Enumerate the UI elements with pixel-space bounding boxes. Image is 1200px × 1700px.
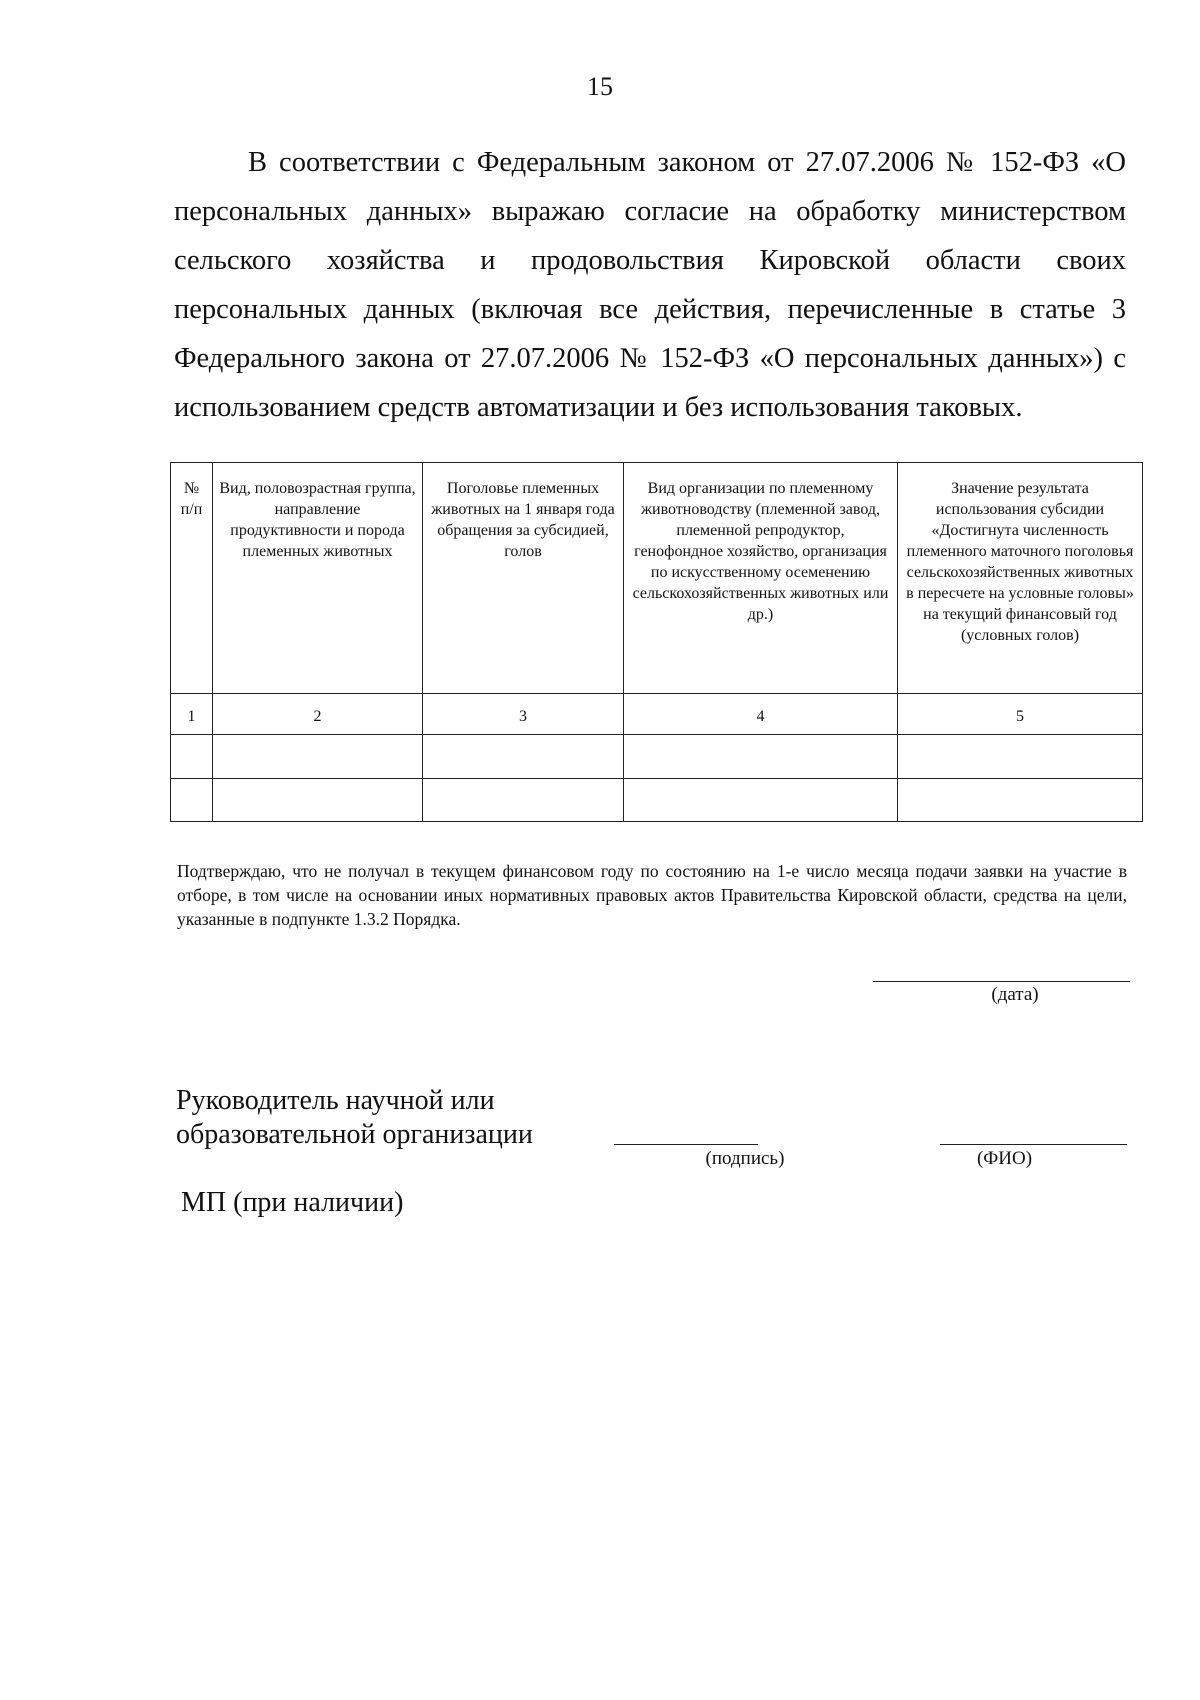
header-subsidy-result: Значение результата использования субсидии «Достигнута численность племенного маточного поголовья сельскохозяйственных животных в пересчете на условные головы» на текущий финансовый год (условных голов)	[898, 463, 1143, 694]
column-number: 2	[213, 694, 423, 735]
page-number: 15	[587, 72, 613, 101]
head-title-line1: Руководитель научной или	[176, 1085, 495, 1116]
table-cell	[213, 735, 423, 779]
consent-paragraph: В соответствии с Федеральным законом от 27.07.2006 № 152-ФЗ «О персональных данных» выражаю согласие на обработку министерством сельского хозяйства и продовольствия Кировской области своих персональных данных (включая все действия, перечисленные в статье 3 Федерального закона от 27.07.2006 № 152-ФЗ «О персональных данных») с использованием средств автоматизации и без использования таковых.	[174, 147, 1126, 423]
table-cell	[171, 735, 213, 779]
column-number: 4	[624, 694, 898, 735]
table-cell	[624, 735, 898, 779]
header-organization-type: Вид организации по племенному животноводству (племенной завод, племенной репродуктор, генофондное хозяйство, организация по искусственному осеменению сельскохозяйственных животных или др.)	[624, 463, 898, 694]
signature-label: (подпись)	[705, 1148, 785, 1169]
head-title-line2: образовательной организации	[176, 1119, 533, 1150]
column-number: 3	[423, 694, 624, 735]
date-label: (дата)	[991, 984, 1039, 1005]
header-number: № п/п	[171, 463, 213, 694]
table-cell	[171, 779, 213, 822]
table-cell	[213, 779, 423, 822]
signature-line	[614, 1144, 758, 1145]
table-row	[171, 779, 1143, 822]
table-header-row	[171, 463, 1143, 694]
table-column-numbers-row	[171, 694, 1143, 735]
head-title	[176, 1084, 533, 1152]
table-cell	[898, 735, 1143, 779]
table-row	[171, 735, 1143, 779]
date-line	[873, 981, 1130, 982]
column-number: 1	[171, 694, 213, 735]
column-number: 5	[898, 694, 1143, 735]
fio-label: (ФИО)	[976, 1148, 1033, 1169]
table-cell	[624, 779, 898, 822]
table-cell	[898, 779, 1143, 822]
header-livestock-count: Поголовье племенных животных на 1 января года обращения за субсидией, голов	[423, 463, 624, 694]
stamp-label: МП (при наличии)	[181, 1187, 404, 1218]
table-cell	[423, 735, 624, 779]
table-cell	[423, 779, 624, 822]
animals-table	[170, 462, 1143, 822]
fio-line	[940, 1144, 1127, 1145]
confirmation-paragraph: Подтверждаю, что не получал в текущем финансовом году по состоянию на 1-е число месяца подачи заявки на участие в отборе, в том числе на основании иных нормативных правовых актов Правительства Кировской области, средства на цели, указанные в подпункте 1.3.2 Порядка.	[177, 861, 1127, 929]
header-animal-type: Вид, половозрастная группа, направление продуктивности и порода племенных животных	[213, 463, 423, 694]
